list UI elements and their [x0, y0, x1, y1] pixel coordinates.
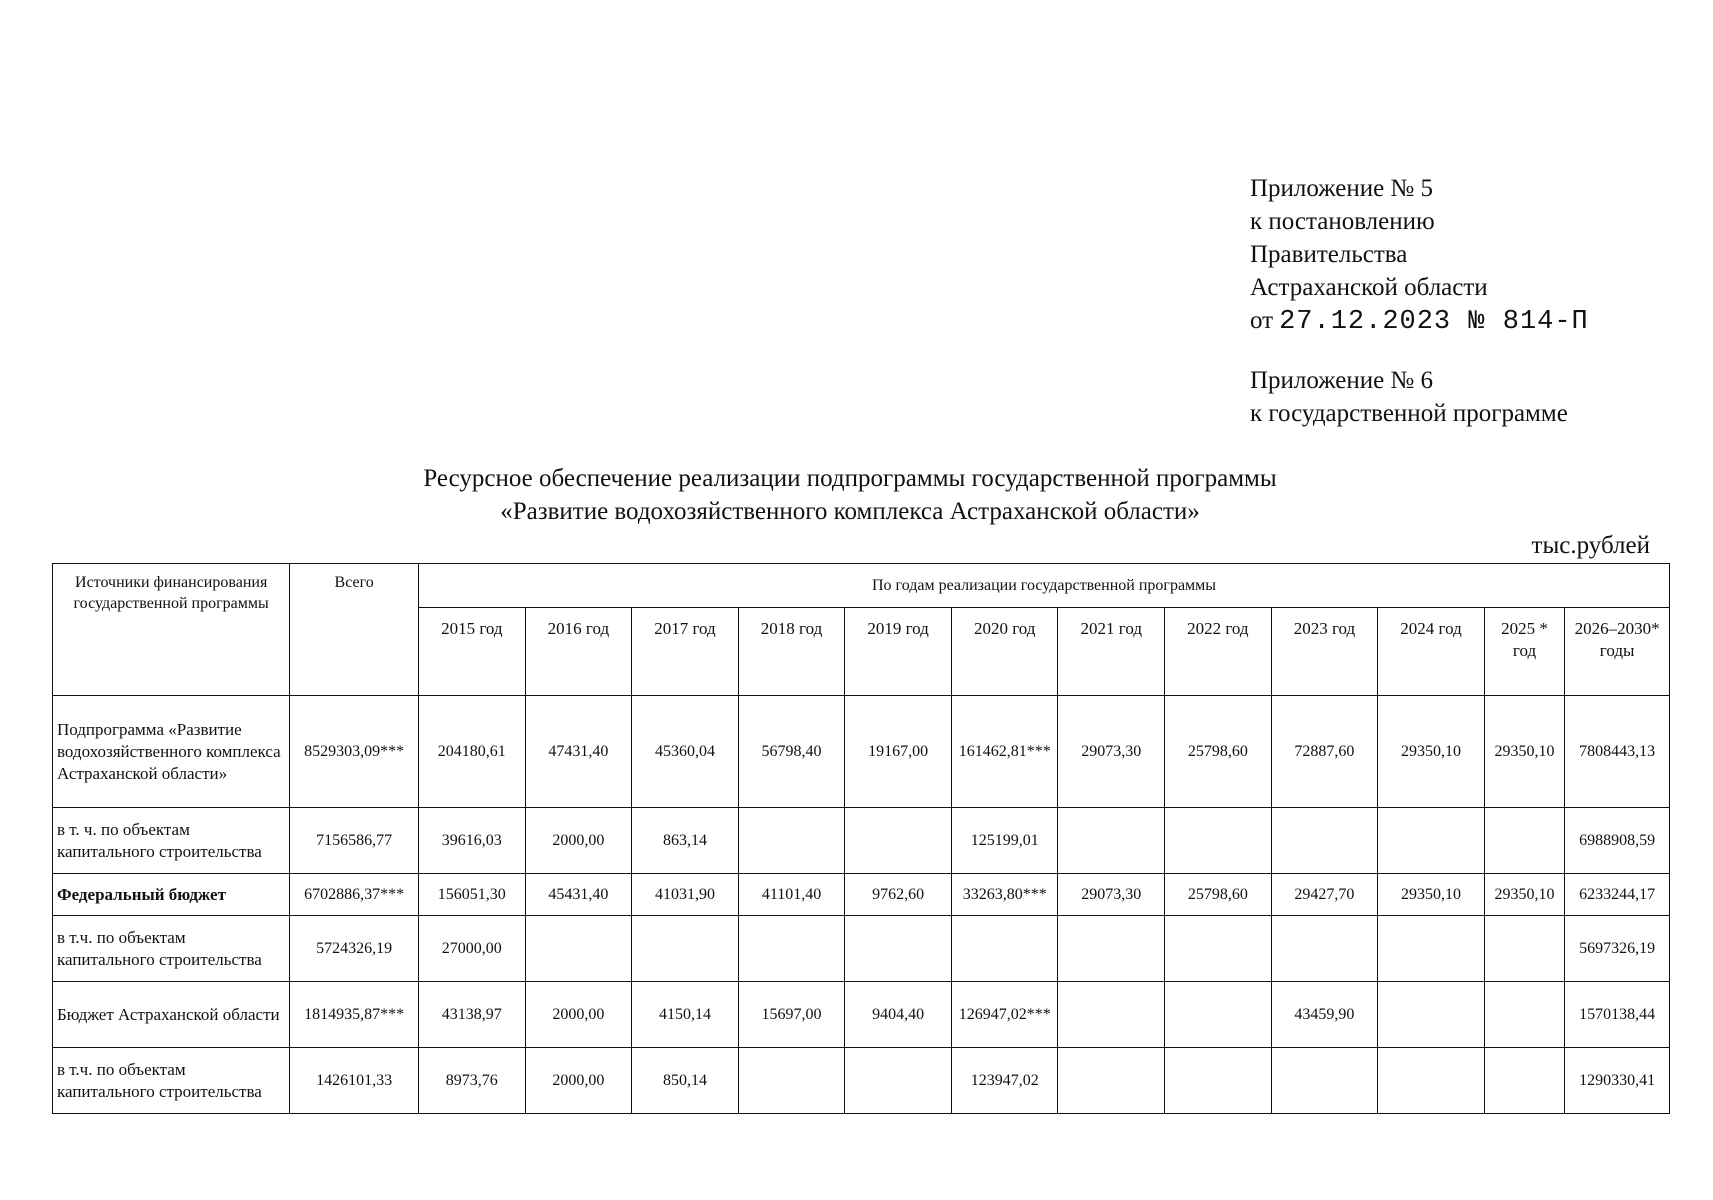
funding-table [52, 563, 1670, 1114]
header-year: 2026–2030* годы [1565, 608, 1670, 696]
row-year-value: 1570138,44 [1565, 982, 1670, 1048]
row-year-value: 2000,00 [525, 1048, 632, 1114]
row-year-value [1271, 1048, 1378, 1114]
header-by-years: По годам реализации государственной программы [419, 564, 1670, 608]
row-total: 1426101,33 [290, 1048, 419, 1114]
unit-label: тыс.рублей [1531, 532, 1650, 559]
row-year-value: 863,14 [632, 808, 739, 874]
header-year: 2023 год [1271, 608, 1378, 696]
appendix-5-date-line [1250, 304, 1589, 339]
header-year: 2021 год [1058, 608, 1165, 696]
title-line-1: Ресурсное обеспечение реализации подпрограммы государственной программы [423, 465, 1277, 492]
header-year: 2018 год [738, 608, 845, 696]
row-total: 8529303,09*** [290, 696, 419, 808]
row-year-value: 45431,40 [525, 874, 632, 916]
row-year-value: 6988908,59 [1565, 808, 1670, 874]
row-year-value: 43459,90 [1271, 982, 1378, 1048]
row-year-value: 25798,60 [1165, 696, 1272, 808]
row-year-value: 47431,40 [525, 696, 632, 808]
row-year-value: 29073,30 [1058, 696, 1165, 808]
row-year-value: 29350,10 [1484, 874, 1564, 916]
resolution-date-number: 27.12.2023 № 814-П [1279, 307, 1589, 337]
row-year-value [1484, 1048, 1564, 1114]
row-year-value: 19167,00 [845, 696, 952, 808]
header-year: 2019 год [845, 608, 952, 696]
row-year-value [1058, 916, 1165, 982]
row-year-value: 156051,30 [419, 874, 526, 916]
row-year-value: 2000,00 [525, 808, 632, 874]
row-year-value: 9762,60 [845, 874, 952, 916]
row-year-value: 29073,30 [1058, 874, 1165, 916]
row-year-value [525, 916, 632, 982]
row-source-name: в т. ч. по объектам капитального строительства [53, 808, 290, 874]
row-year-value [1378, 982, 1485, 1048]
table-row [53, 916, 1670, 982]
row-year-value: 7808443,13 [1565, 696, 1670, 808]
appendix-6-line: к государственной программе [1250, 400, 1568, 427]
row-year-value [1165, 808, 1272, 874]
header-year: 2017 год [632, 608, 739, 696]
appendix-5-block [1250, 172, 1589, 339]
row-source-name: Подпрограмма «Развитие водохозяйственного комплекса Астраханской области» [53, 696, 290, 808]
row-year-value [1378, 808, 1485, 874]
row-year-value: 39616,03 [419, 808, 526, 874]
row-year-value [1165, 1048, 1272, 1114]
appendix-5-line: Астраханской области [1250, 274, 1488, 301]
row-year-value: 1290330,41 [1565, 1048, 1670, 1114]
row-year-value [1484, 916, 1564, 982]
row-year-value: 8973,76 [419, 1048, 526, 1114]
title-line-2: «Развитие водохозяйственного комплекса Астраханской области» [500, 498, 1200, 525]
header-year: 2025 * год [1484, 608, 1564, 696]
row-year-value: 125199,01 [951, 808, 1058, 874]
row-total: 6702886,37*** [290, 874, 419, 916]
row-year-value: 43138,97 [419, 982, 526, 1048]
appendix-6-title: Приложение № 6 [1250, 367, 1434, 394]
row-year-value [845, 808, 952, 874]
row-total: 1814935,87*** [290, 982, 419, 1048]
appendix-6-block [1250, 364, 1568, 430]
row-year-value: 9404,40 [845, 982, 952, 1048]
row-year-value [738, 916, 845, 982]
appendix-5-title: Приложение № 5 [1250, 175, 1434, 202]
row-year-value [1058, 808, 1165, 874]
row-year-value: 56798,40 [738, 696, 845, 808]
row-year-value: 850,14 [632, 1048, 739, 1114]
row-year-value: 204180,61 [419, 696, 526, 808]
row-year-value: 4150,14 [632, 982, 739, 1048]
header-year: 2020 год [951, 608, 1058, 696]
table-row [53, 982, 1670, 1048]
row-year-value: 27000,00 [419, 916, 526, 982]
row-year-value [1271, 916, 1378, 982]
row-year-value [845, 1048, 952, 1114]
row-total: 5724326,19 [290, 916, 419, 982]
table-header-row [53, 564, 1670, 608]
row-year-value: 29427,70 [1271, 874, 1378, 916]
row-total: 7156586,77 [290, 808, 419, 874]
row-year-value: 41101,40 [738, 874, 845, 916]
row-year-value [1484, 982, 1564, 1048]
appendix-5-line: Правительства [1250, 241, 1408, 268]
row-year-value [951, 916, 1058, 982]
table-row [53, 874, 1670, 916]
row-year-value: 29350,10 [1378, 696, 1485, 808]
row-year-value [738, 1048, 845, 1114]
row-year-value: 72887,60 [1271, 696, 1378, 808]
header-source: Источники финансирования государственной программы [53, 564, 290, 696]
row-year-value: 15697,00 [738, 982, 845, 1048]
header-year: 2022 год [1165, 608, 1272, 696]
header-year: 2024 год [1378, 608, 1485, 696]
row-year-value [1378, 1048, 1485, 1114]
row-year-value: 29350,10 [1378, 874, 1485, 916]
row-source-name: Бюджет Астраханской области [53, 982, 290, 1048]
table-row [53, 696, 1670, 808]
header-total: Всего [290, 564, 419, 696]
row-source-name: в т.ч. по объектам капитального строительства [53, 916, 290, 982]
row-year-value [1271, 808, 1378, 874]
row-year-value [1484, 808, 1564, 874]
row-year-value: 123947,02 [951, 1048, 1058, 1114]
row-year-value [1378, 916, 1485, 982]
row-source-name: в т.ч. по объектам капитального строительства [53, 1048, 290, 1114]
row-year-value: 5697326,19 [1565, 916, 1670, 982]
row-year-value [1058, 1048, 1165, 1114]
row-year-value: 41031,90 [632, 874, 739, 916]
table-row [53, 808, 1670, 874]
row-year-value: 2000,00 [525, 982, 632, 1048]
header-year: 2016 год [525, 608, 632, 696]
row-year-value [845, 916, 952, 982]
row-source-name: Федеральный бюджет [53, 874, 290, 916]
header-year: 2015 год [419, 608, 526, 696]
row-year-value: 45360,04 [632, 696, 739, 808]
row-year-value [1165, 916, 1272, 982]
row-year-value [738, 808, 845, 874]
row-year-value [1165, 982, 1272, 1048]
document-title [250, 462, 1450, 528]
row-year-value: 25798,60 [1165, 874, 1272, 916]
appendix-5-line: к постановлению [1250, 208, 1435, 235]
table-row [53, 1048, 1670, 1114]
date-prefix: от [1250, 307, 1274, 334]
row-year-value: 161462,81*** [951, 696, 1058, 808]
row-year-value: 6233244,17 [1565, 874, 1670, 916]
row-year-value [1058, 982, 1165, 1048]
row-year-value: 29350,10 [1484, 696, 1564, 808]
row-year-value: 33263,80*** [951, 874, 1058, 916]
row-year-value: 126947,02*** [951, 982, 1058, 1048]
row-year-value [632, 916, 739, 982]
